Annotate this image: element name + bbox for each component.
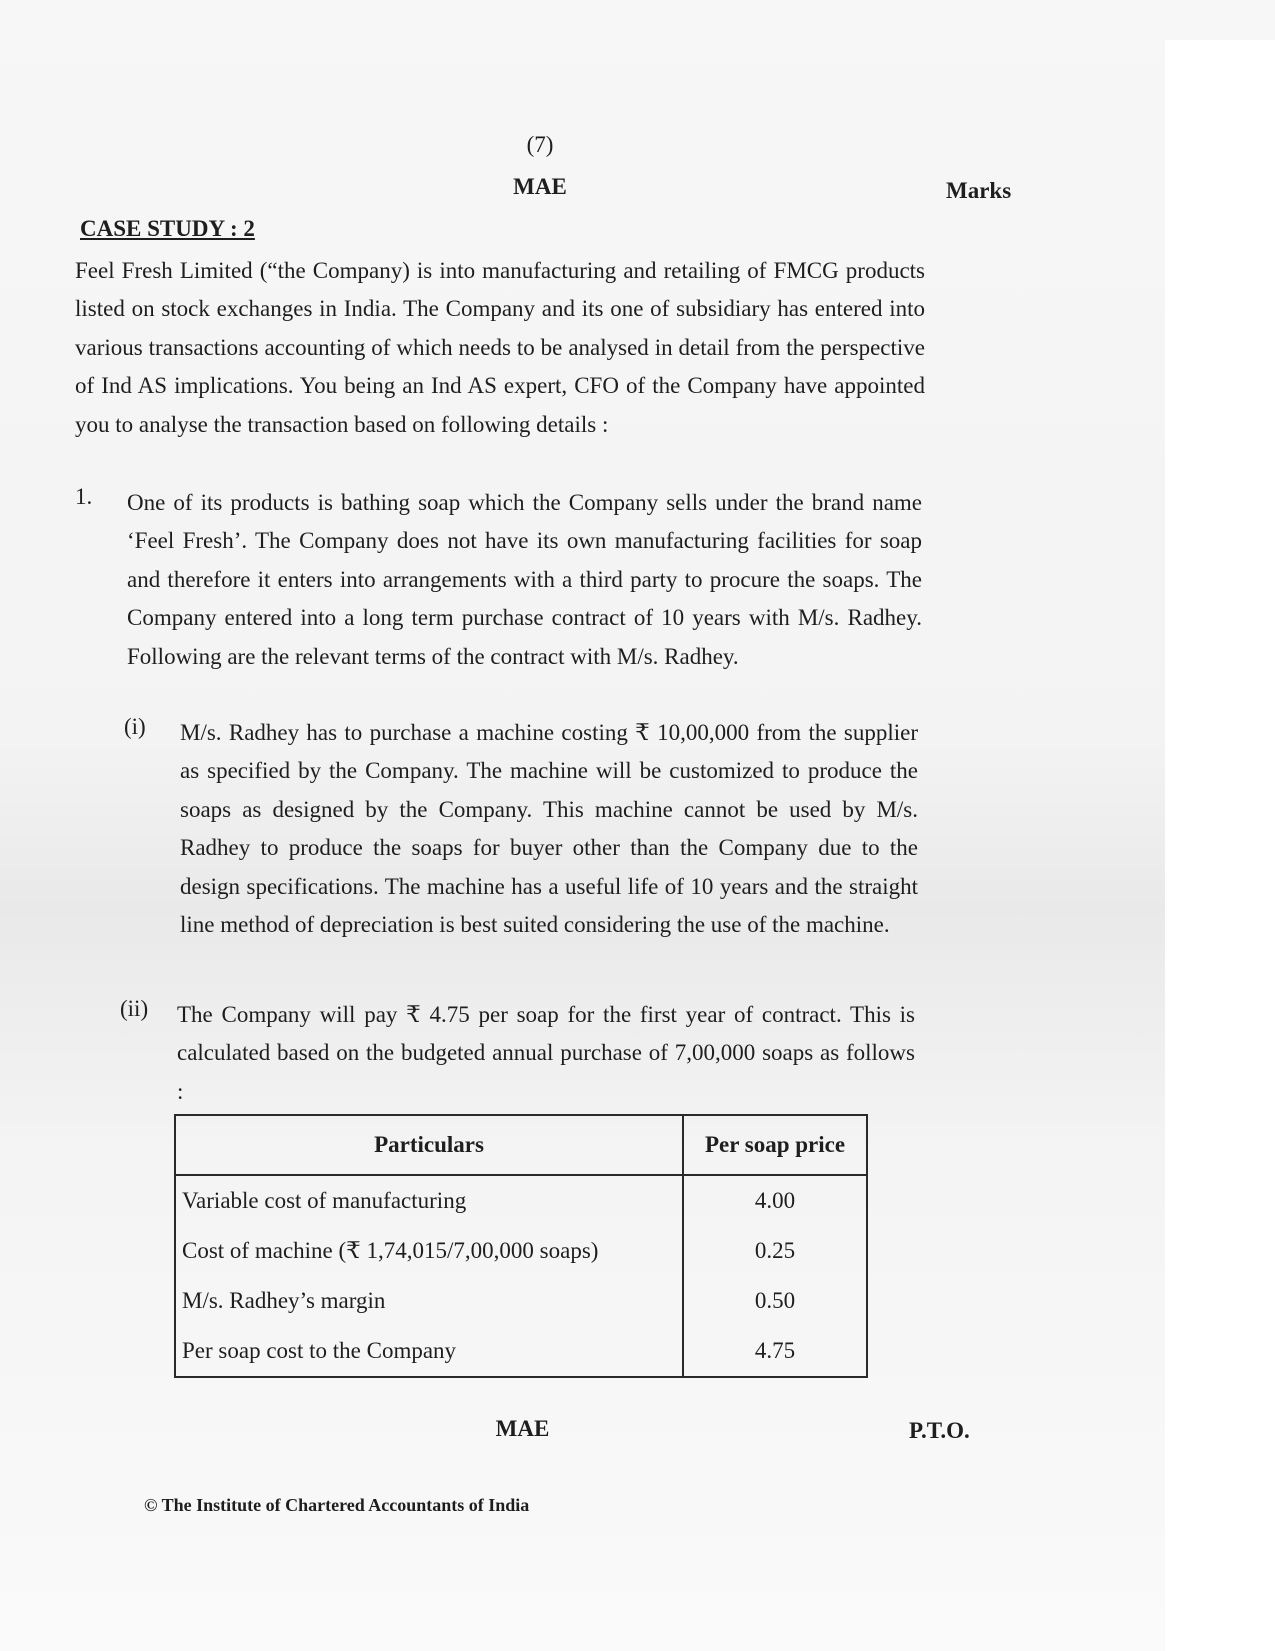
- paper-code-header: MAE: [513, 174, 567, 199]
- sub-item-text-ii: The Company will pay ₹ 4.75 per soap for the first year of contract. This is calculated based on the budgeted annual purchase of 7,00,000 soaps as follows :: [177, 1002, 915, 1104]
- sub-item-text-i: M/s. Radhey has to purchase a machine costing ₹ 10,00,000 from the supplier as specified by the Company. The machine will be customized to produce the soaps as designed by the Company. This machine cannot be used by M/s. Radhey to produce the soaps for buyer other than the Company due to the design specifications. The machine has a useful life of 10 years and the straight line method of depreciation is best suited considering the use of the machine.: [180, 720, 918, 938]
- row-price: 0.50: [754, 1288, 796, 1313]
- table-row: [175, 1326, 867, 1377]
- row-particular: Cost of machine (₹ 1,74,015/7,00,000 soaps): [175, 1226, 683, 1276]
- table-header-row: [175, 1115, 867, 1175]
- page-number: (7): [526, 132, 554, 157]
- case-study-title: CASE STUDY : 2: [80, 216, 255, 241]
- column-header-price: Per soap price: [683, 1115, 867, 1175]
- item-number: 1.: [75, 484, 93, 509]
- table-row: [175, 1226, 867, 1276]
- sub-item-number-i: (i): [124, 714, 146, 739]
- row-price: 4.75: [754, 1338, 796, 1363]
- row-particular: Per soap cost to the Company: [175, 1326, 683, 1377]
- row-particular: Variable cost of manufacturing: [175, 1175, 683, 1226]
- please-turn-over: P.T.O.: [909, 1418, 970, 1443]
- price-breakdown-table: [174, 1114, 868, 1378]
- paper-code-footer: MAE: [495, 1416, 550, 1441]
- row-particular: M/s. Radhey’s margin: [175, 1276, 683, 1326]
- page-edge: [1165, 40, 1275, 1651]
- item-text: One of its products is bathing soap which the Company sells under the brand name ‘Feel Fresh’. The Company does not have its own manufacturing facilities for soap and therefore it enters into arrangements with a third party to procure the soaps. The Company entered into a long term purchase contract of 10 years with M/s. Radhey. Following are the relevant terms of the contract with M/s. Radhey.: [127, 490, 922, 669]
- marks-column-label: Marks: [946, 178, 1012, 203]
- table-row: [175, 1276, 867, 1326]
- case-study-intro: Feel Fresh Limited (“the Company) is into manufacturing and retailing of FMCG products listed on stock exchanges in India. The Company and its one of subsidiary has entered into various transactions accounting of which needs to be analysed in detail from the perspective of Ind AS implications. You being an Ind AS expert, CFO of the Company have appointed you to analyse the transaction based on following details :: [75, 258, 925, 437]
- sub-item-number-ii: (ii): [120, 996, 149, 1021]
- copyright-notice: © The Institute of Chartered Accountants of India: [144, 1495, 530, 1515]
- row-price: 0.25: [754, 1238, 796, 1263]
- row-price: 4.00: [754, 1188, 796, 1213]
- table-row: [175, 1175, 867, 1226]
- column-header-particulars: Particulars: [175, 1115, 683, 1175]
